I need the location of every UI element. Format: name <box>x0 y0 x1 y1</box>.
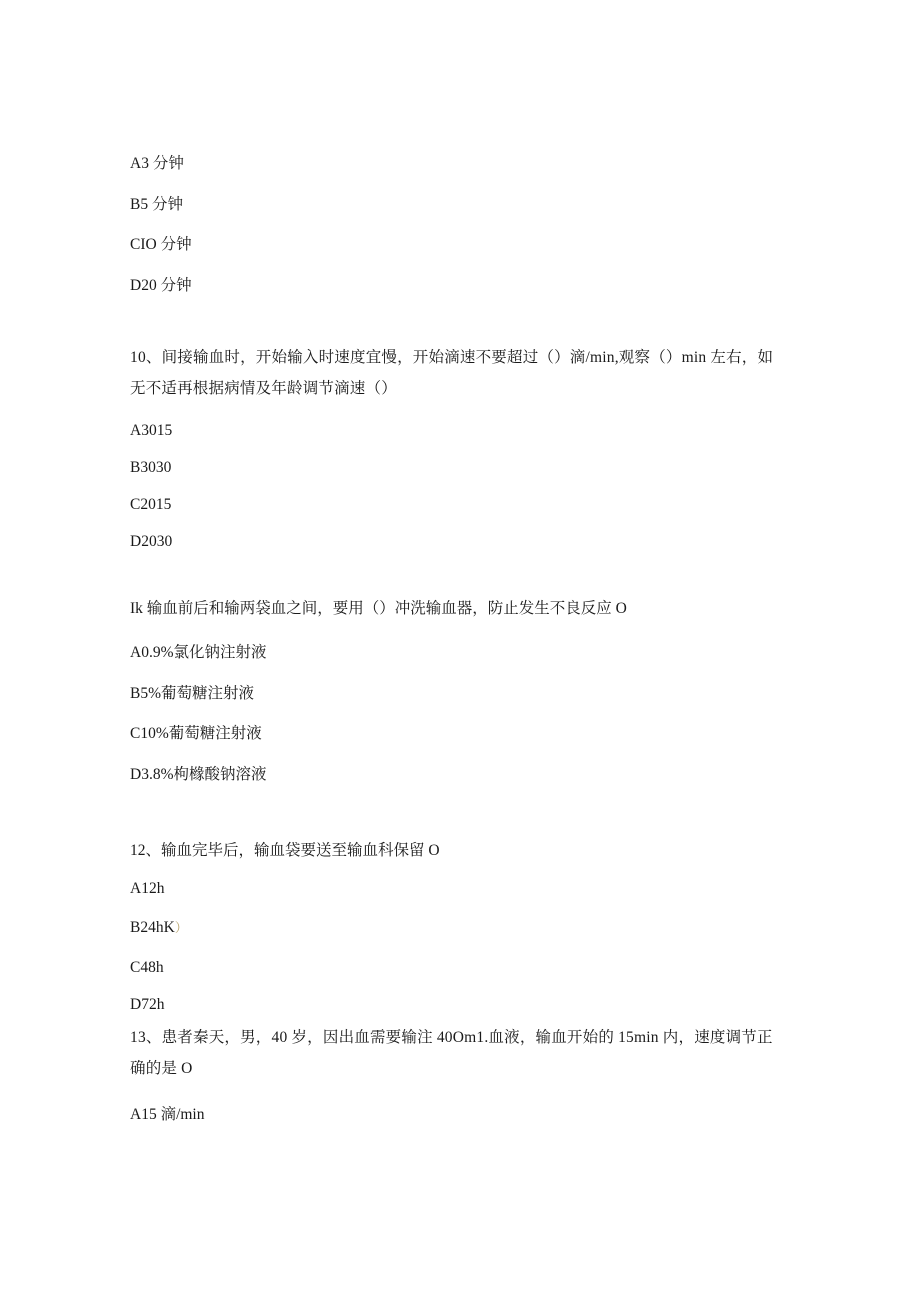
q11-stem: Ik 输血前后和输两袋血之间，要用（）冲洗输血器，防止发生不良反应 O <box>130 600 627 617</box>
q11-option-d: D3.8%枸橼酸钠溶液 <box>130 766 267 783</box>
q10-stem: 10、间接输血时，开始输入时速度宜慢，开始滴速不要超过（）滴/min,观察（）min 左右，如无不适再根据病情及年龄调节滴速（） <box>130 349 774 397</box>
q13-option-a: A15 滴/min <box>130 1106 205 1123</box>
q9-option-c: CIO 分钟 <box>130 236 192 253</box>
q12-option-a: A12h <box>130 880 165 897</box>
q9-option-d: D20 分钟 <box>130 277 192 294</box>
q11-option-c: C10%葡萄糖注射液 <box>130 725 262 742</box>
q12-option-c: C48h <box>130 959 164 976</box>
q10-option-c: C2015 <box>130 496 172 513</box>
q10-option-d: D2030 <box>130 533 173 550</box>
q9-option-a: A3 分钟 <box>130 155 184 172</box>
q13-stem: 13、患者秦天，男，40 岁，因出血需要输注 40Om1.血液，输血开始的 15min 内，速度调节正确的是 O <box>130 1029 773 1077</box>
q12-option-b <box>130 918 188 938</box>
q12-option-b-text: B24hK <box>130 919 175 936</box>
q12-stem: 12、输血完毕后，输血袋要送至输血科保留 O <box>130 842 440 859</box>
q11-option-a: A0.9%氯化钠注射液 <box>130 644 267 661</box>
q12-option-d: D72h <box>130 996 165 1013</box>
q9-option-b: B5 分钟 <box>130 196 183 213</box>
q10-option-b: B3030 <box>130 459 172 476</box>
q11-option-b: B5%葡萄糖注射液 <box>130 685 255 702</box>
q10-option-a: A3015 <box>130 422 173 439</box>
q12-option-b-mark: ） <box>174 920 188 935</box>
